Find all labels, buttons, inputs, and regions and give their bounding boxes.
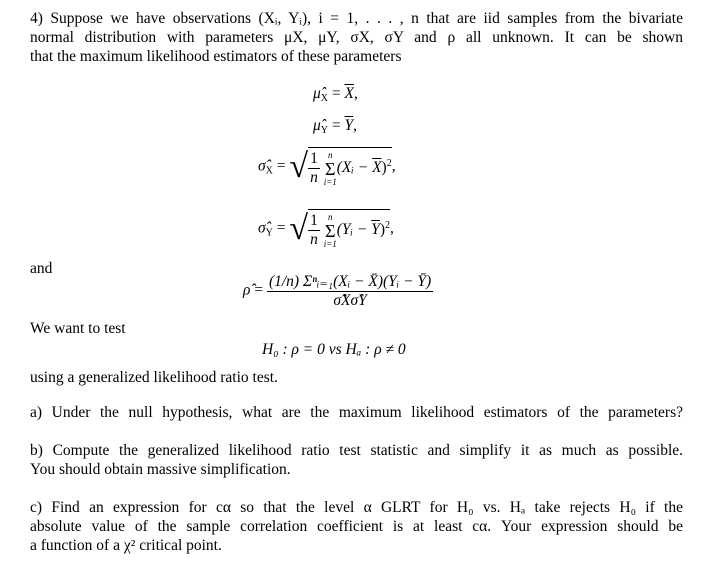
part-c-line-1: c) Find an expression for cα so that the level α GLRT for H₀ vs. Hₐ take rejects H₀ if the [30,499,683,516]
part-b-line-1: b) Compute the generalized likelihood ratio test statistic and simplify it as much as possible. [30,442,683,459]
equation-sigma-x: $\sigmâ_X$ = √ $\frac{1}{n}$ n Σ i=1 (Xᵢ − $\overline{X})^2$, [258,148,396,187]
intro-line-1: 4) Suppose we have observations (Xᵢ, Yᵢ), i = 1, . . . , n that are iid samples from the bivariate [30,10,683,27]
equation-rho: ρ̂ = $\frac{\text{(1/n) Σⁿᵢ₌₁(Xᵢ − X̄)(Yᵢ − Ȳ)}}{\sigmâX\sigmâY}$ [243,273,432,309]
equation-mu-y: $\mû_Y = \overline{Y}$, [313,117,358,136]
hypothesis: H₀ : ρ = 0 vs Hₐ : ρ ≠ 0 [262,341,406,358]
part-c-line-2: absolute value of the sample correlation coefficient is at least cα. Your expression should be [30,518,683,535]
equation-mu-x: $\mû_X = \overline{X}$, [313,85,358,104]
part-c-line-3: a function of a χ² critical point. [30,537,222,554]
part-a: a) Under the null hypothesis, what are the maximum likelihood estimators of the parameters? [30,404,683,421]
intro-line-3: that the maximum likelihood estimators of these parameters [30,48,402,65]
using-glrt-text: using a generalized likelihood ratio test. [30,369,278,386]
part-b-line-2: You should obtain massive simplification. [30,461,291,478]
intro-line-2: normal distribution with parameters μX, μY, σX, σY and ρ all unknown. It can be shown [30,29,683,46]
equation-sigma-y: $\sigmâ_Y$ = √ $\frac{1}{n}$ n Σ i=1 (Yᵢ − $\overline{Y})^2$, [258,210,394,249]
and-label: and [30,260,53,277]
want-test-text: We want to test [30,320,126,337]
